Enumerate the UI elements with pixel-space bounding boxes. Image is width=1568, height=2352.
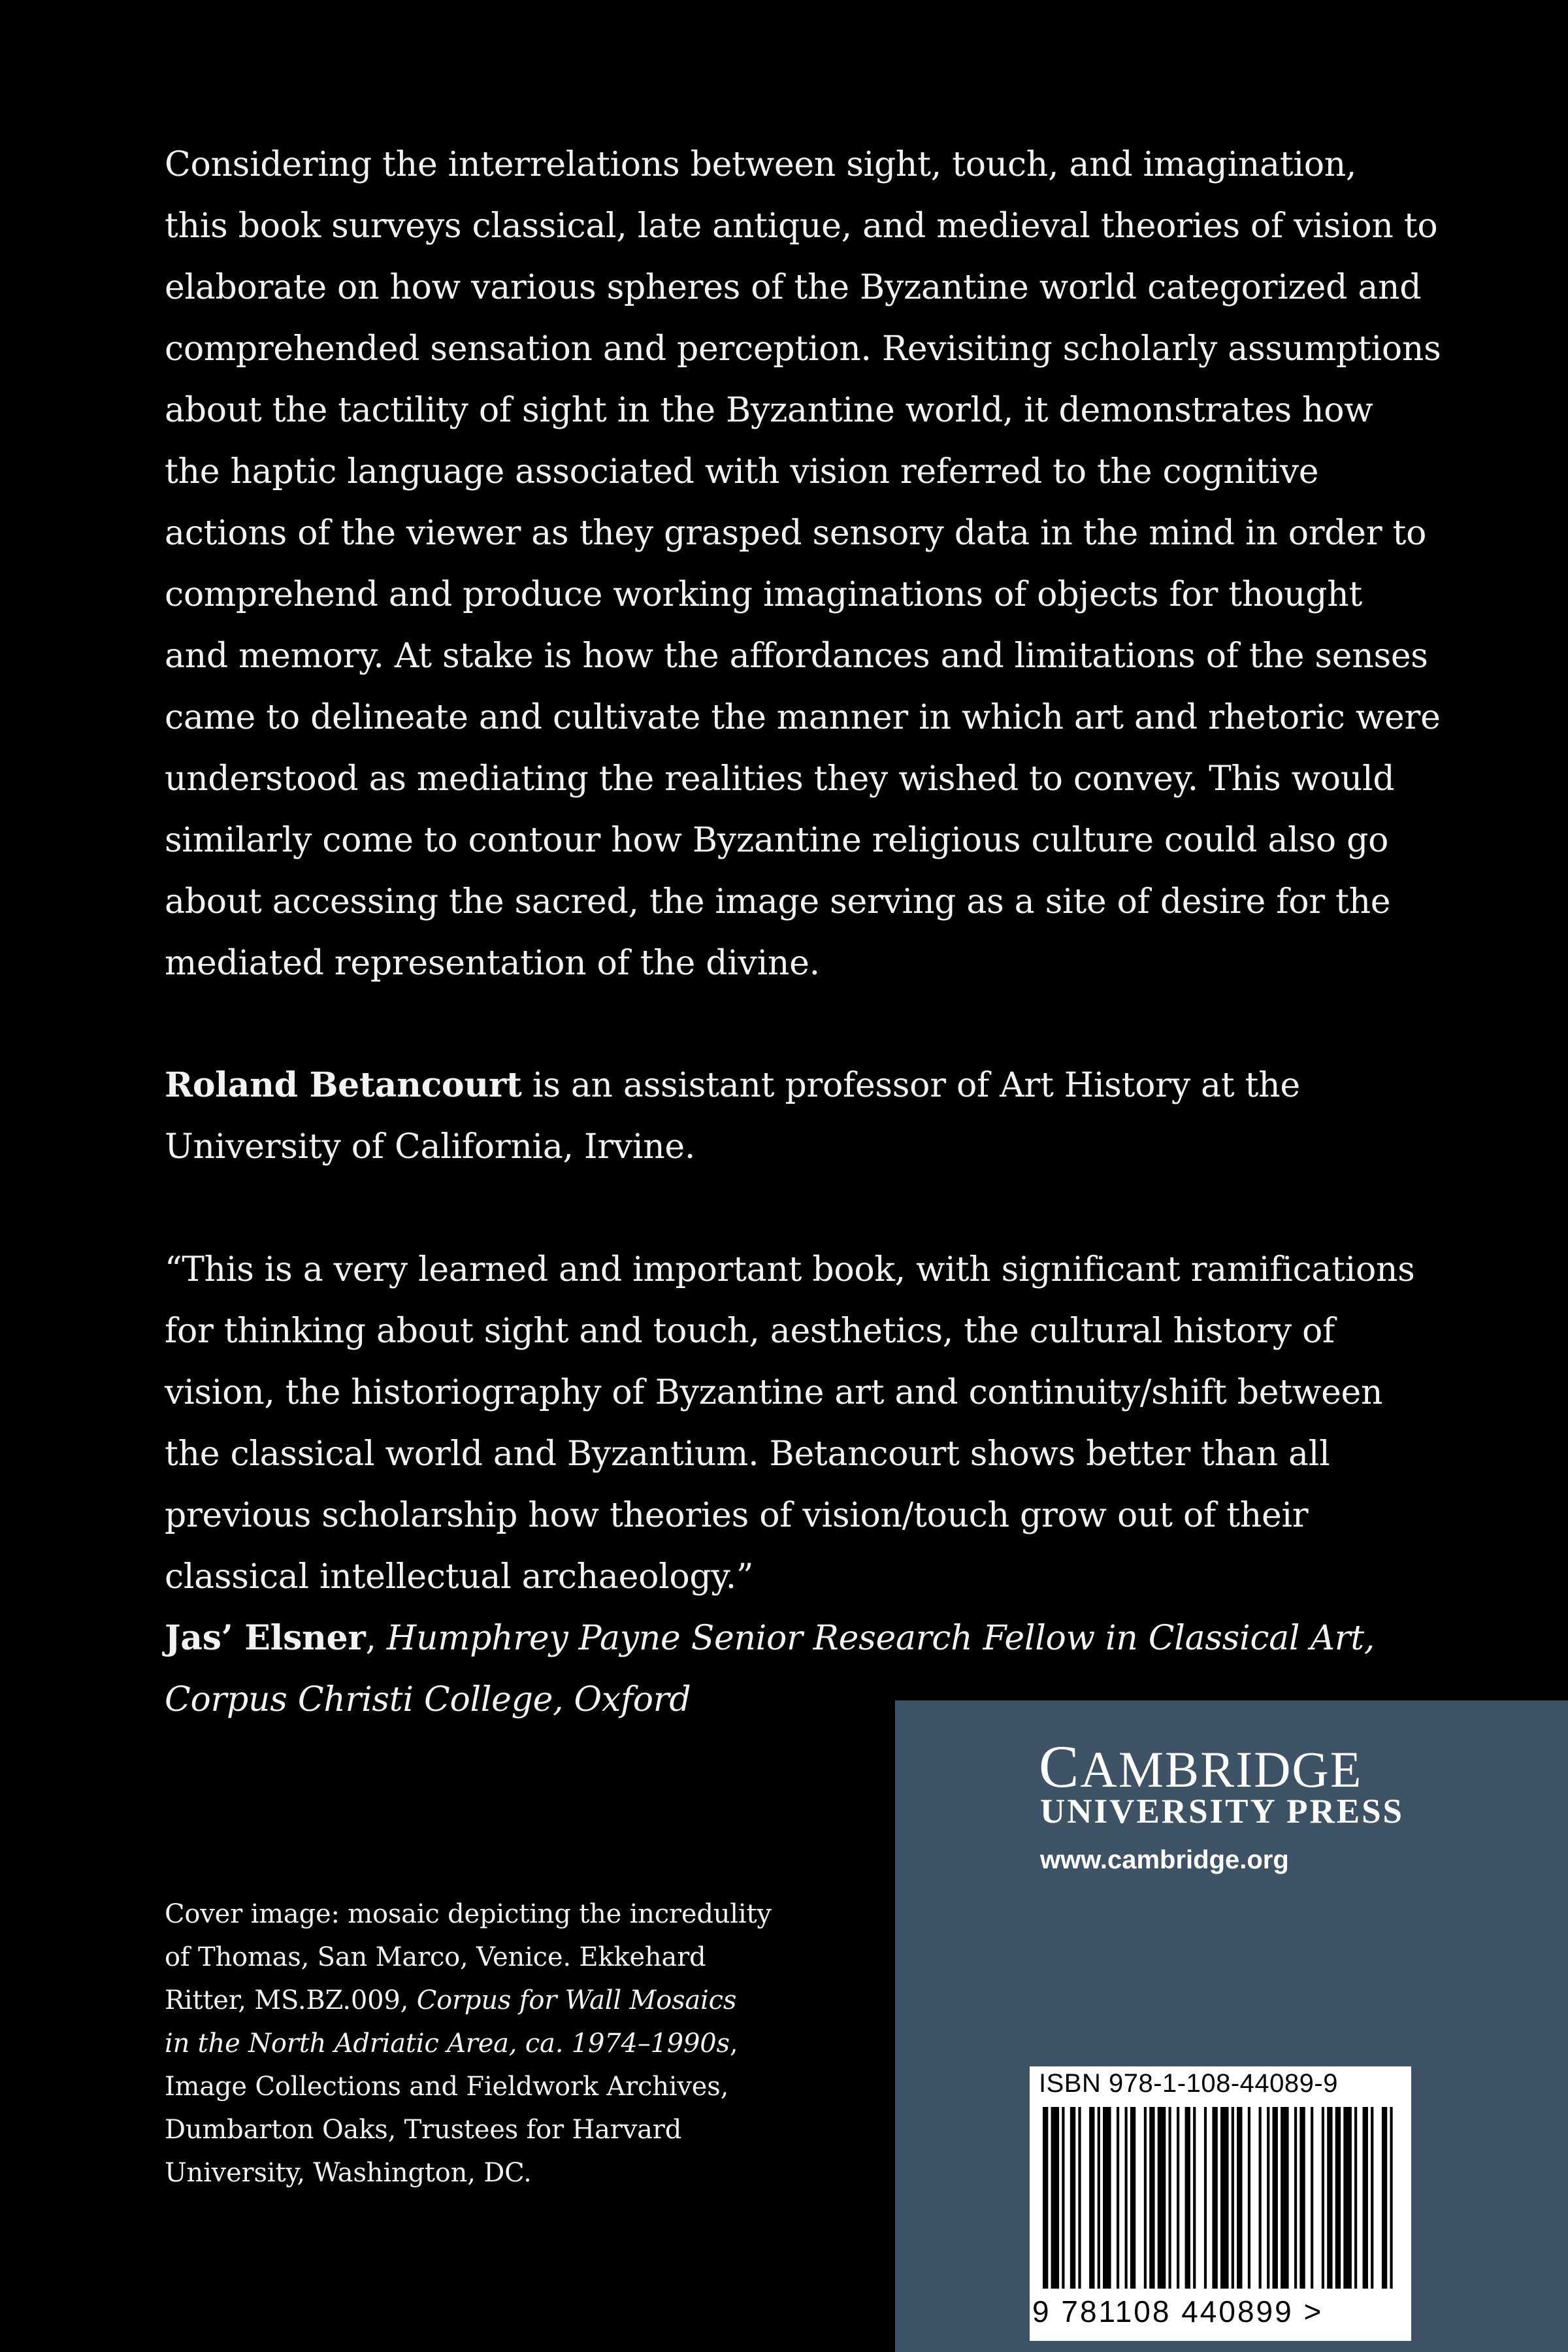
barcode-bar [1248,2107,1250,2289]
barcode-bar [1177,2107,1179,2289]
barcode-bar [1371,2107,1373,2289]
description-line: this book surveys classical, late antique, and medieval theories of vision to [165,207,1438,246]
author-name: Roland Betancourt [165,1065,522,1105]
publisher-name-rest: AMBRIDGE [1080,1741,1363,1798]
barcode-bar [1103,2107,1111,2289]
barcode-bar [1125,2107,1128,2289]
barcode-bar [1098,2107,1100,2289]
description-line: about accessing the sacred, the image serving as a site of desire for the [165,882,1391,921]
barcode-bar [1185,2107,1190,2289]
barcode-bar [1232,2107,1234,2289]
author-bio-text: is an assistant professor of Art History at the [521,1066,1300,1105]
barcode-bar [1281,2107,1289,2289]
barcode-bar [1363,2107,1368,2289]
quote-line: previous scholarship how theories of vision/touch grow out of their [165,1496,1309,1535]
barcode-bar [1212,2107,1217,2289]
description-line: elaborate on how various spheres of the Byzantine world categorized and [165,268,1422,307]
barcode-bar [1078,2107,1081,2289]
credit-text: , [729,2029,738,2059]
barcode-bar [1149,2107,1154,2289]
description-line: Considering the interrelations between sight, touch, and imagination, [165,145,1357,184]
barcode-bar [1343,2107,1352,2289]
barcode-bar [1193,2107,1196,2289]
endorser-affiliation: Corpus Christi College, Oxford [165,1680,691,1719]
endorser-title: Humphrey Payne Senior Research Fellow in Classical Art, [386,1619,1375,1658]
credit-line: University, Washington, DC. [165,2158,532,2188]
author-bio-line [165,1055,1406,1116]
cover-image-credit [165,1893,883,2195]
description-line: came to delineate and cultivate the manner in which art and rhetoric were [165,698,1441,737]
description-line: the haptic language associated with vision referred to the cognitive [165,452,1319,491]
description-line: understood as mediating the realities they wished to convey. This would [165,759,1395,799]
barcode-bar [1089,2107,1094,2289]
endorsement-quote [165,1239,1415,1731]
book-description [165,134,1441,994]
barcode-bar [1267,2107,1269,2289]
barcode-bar [1130,2107,1135,2289]
quote-line: classical intellectual archaeology.” [165,1557,754,1597]
barcode-bar [1294,2107,1297,2289]
author-bio-line: University of California, Irvine. [165,1127,696,1167]
isbn-barcode [1030,2066,1411,2341]
barcode-bar [1062,2107,1064,2289]
barcode-bar [1117,2107,1119,2289]
quote-line: for thinking about sight and touch, aesthetics, the cultural history of [165,1312,1335,1351]
quote-attribution [165,1608,1406,1669]
barcode-bar [1259,2107,1262,2289]
barcode-bar [1220,2107,1229,2289]
publisher-name [1039,1732,1362,1801]
publisher-panel [895,1700,1568,2352]
credit-line [165,2022,883,2065]
barcode-bar [1327,2107,1332,2289]
barcode-bar [1070,2107,1075,2289]
credit-line: Dumbarton Oaks, Trustees for Harvard [165,2115,682,2145]
description-line: comprehended sensation and perception. Revisiting scholarly assumptions [165,329,1441,369]
barcode-bar [1273,2107,1278,2289]
description-line: mediated representation of the divine. [165,944,820,983]
barcode-bar [1158,2107,1166,2289]
description-line: actions of the viewer as they grasped sensory data in the mind in order to [165,514,1427,553]
barcode-bar [1051,2107,1060,2289]
credit-source-title: Corpus for Wall Mosaics [416,1985,737,2015]
barcode-bar [1354,2107,1357,2289]
credit-text: Ritter, MS.BZ.009, [165,1985,417,2015]
barcode-bar [1322,2107,1324,2289]
barcode-bar [1311,2107,1313,2289]
quote-line: the classical world and Byzantium. Betancourt shows better than all [165,1434,1330,1474]
attribution-separator: , [365,1619,387,1658]
quote-line: vision, the historiography of Byzantine art and continuity/shift between [165,1373,1383,1412]
quote-line: “This is a very learned and important book, with significant ramifications [165,1250,1415,1289]
publisher-subtitle: UNIVERSITY PRESS [1040,1793,1405,1830]
barcode-bars [1043,2107,1398,2289]
credit-source-title: in the North Adriatic Area, ca. 1974–1990s [165,2029,730,2059]
publisher-url: www.cambridge.org [1040,1846,1289,1874]
barcode-bar [1299,2107,1305,2289]
barcode-digits: 9 781108 440899 > [1032,2294,1324,2328]
description-line: similarly come to contour how Byzantine religious culture could also go [165,821,1389,860]
credit-line [165,1979,883,2022]
credit-line: Cover image: mosaic depicting the incredulity [165,1899,772,1929]
credit-line: Image Collections and Fieldwork Archives, [165,2072,729,2102]
description-line: and memory. At stake is how the affordances and limitations of the senses [165,637,1428,676]
description-line: comprehend and produce working imaginations of objects for thought [165,575,1363,614]
credit-line: of Thomas, San Marco, Venice. Ekkehard [165,1942,706,1972]
description-line: about the tactility of sight in the Byzantine world, it demonstrates how [165,391,1373,430]
barcode-bar [1204,2107,1207,2289]
publisher-name-initial: C [1039,1733,1081,1800]
barcode-bar [1237,2107,1242,2289]
endorser-name: Jas’ Elsner [165,1618,366,1658]
barcode-bar [1043,2107,1048,2289]
barcode-bar [1144,2107,1147,2289]
barcode-bar [1382,2107,1387,2289]
barcode-bar [1390,2107,1392,2289]
barcode-bar [1168,2107,1171,2289]
author-bio [165,1055,1406,1178]
barcode-bar [1335,2107,1341,2289]
isbn-number: ISBN 978-1-108-44089-9 [1039,2069,1338,2098]
